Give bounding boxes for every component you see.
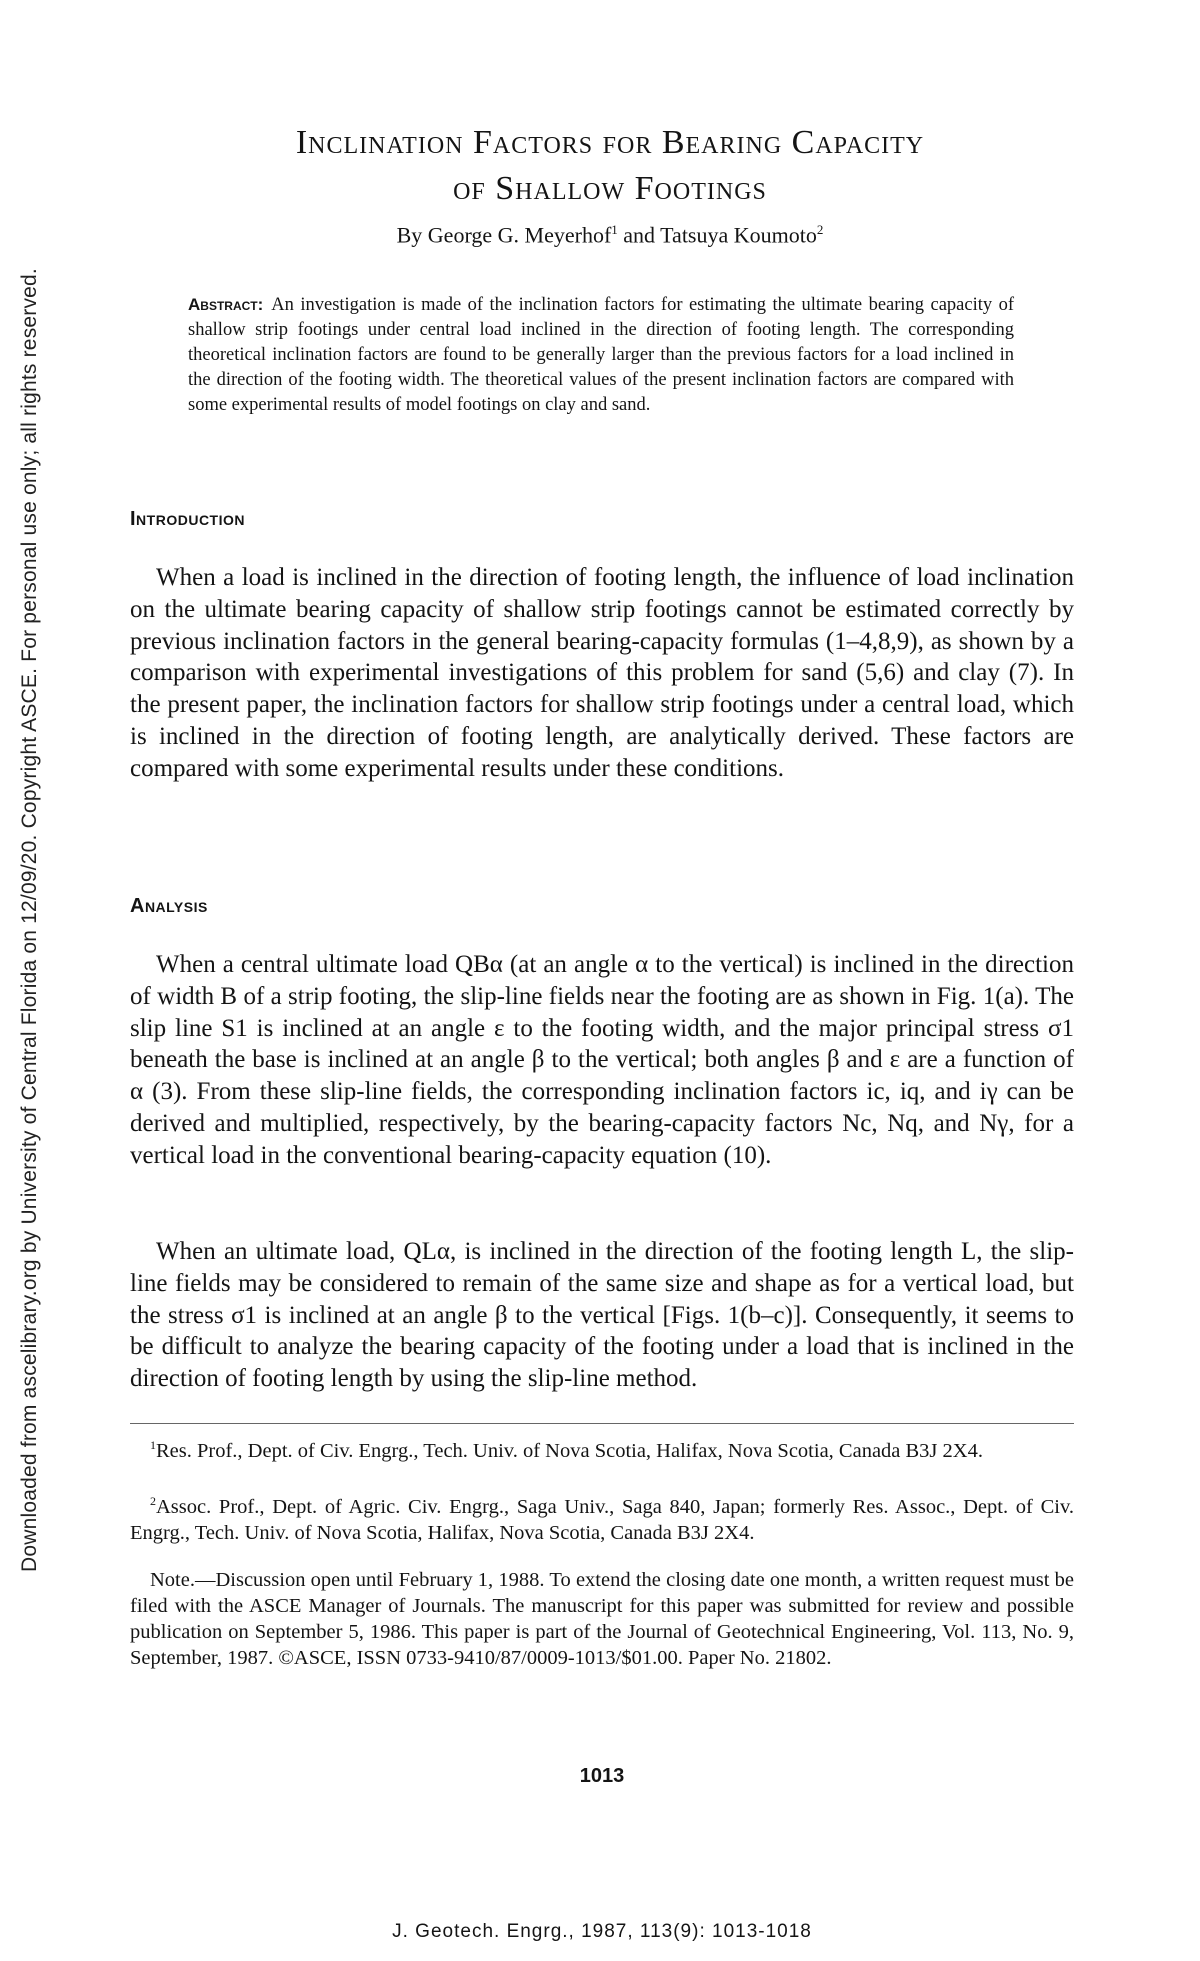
introduction-paragraph: When a load is inclined in the direction of footing length, the influence of load inclination on the ultimate bearing capacity of shallow strip footings cannot be estimated correctly by previous inclination factors in the general bearing-capacity formulas (1–4,8,9), as shown by a comparison with experimental investigations of this problem for sand (5,6) and clay (7). In the present paper, the inclination factors for shallow strip footings under a central load, which is inclined in the direction of footing length, are analytically derived. These factors are compared with some experimental results under these conditions. — [130, 564, 1074, 782]
author-1: George G. Meyerhof — [427, 222, 612, 248]
introduction-heading: Introduction — [130, 508, 245, 530]
author-2-footnote-mark: 2 — [816, 222, 824, 237]
analysis-paragraph-1: When a central ultimate load QBα (at an angle α to the vertical) is inclined in the direction of width B of a strip footing, the slip-line fields near the footing are as shown in Fig. 1(a). The slip line S1 is inclined at an angle ε to the footing width, and the major principal stress σ1 beneath the base is inclined at an angle β to the vertical; both angles β and ε are a function of α (3). From these slip-line fields, the corresponding inclination factors ic, iq, and iγ can be derived and multiplied, respectively, by the bearing-capacity factors Nc, Nq, and Nγ, for a vertical load in the conventional bearing-capacity equation (10). — [130, 951, 1074, 1169]
footnote-2-text: Assoc. Prof., Dept. of Agric. Civ. Engrg., Saga Univ., Saga 840, Japan; formerly Res. Assoc., Dept. of Civ. Engrg., Tech. Univ. of Nova Scotia, Halifax, Nova Scotia, Canada B3J 2X4. — [130, 1495, 1074, 1544]
author-2: Tatsuya Koumoto — [660, 222, 817, 248]
footnote-divider — [130, 1423, 1074, 1424]
title-line-1: Inclination Factors for Bearing Capacity — [295, 124, 925, 161]
footnote-2-mark: 2 — [150, 1494, 156, 1508]
journal-citation: J. Geotech. Engrg., 1987, 113(9): 1013-1018 — [392, 1921, 812, 1942]
abstract-label: Abstract: — [188, 295, 264, 314]
footnote-1-mark: 1 — [150, 1438, 156, 1452]
abstract-text: An investigation is made of the inclination factors for estimating the ultimate bearing capacity of shallow strip footings under central load inclined in the direction of footing length. The corresponding theoretical inclination factors are found to be generally larger than the previous factors for a load inclined in the direction of the footing width. The theoretical values of the present inclination factors are compared with some experimental results of model footings on clay and sand. — [188, 295, 1014, 415]
author-prefix: By — [396, 222, 423, 248]
download-notice: Downloaded from ascelibrary.org by University of Central Florida on 12/09/20. Copyright ASCE. For personal use only; all rights reserved. — [18, 268, 41, 1572]
analysis-paragraph-2: When an ultimate load, QLα, is inclined in the direction of the footing length L, the slip-line fields may be considered to remain of the same size and shape as for a vertical load, but the stress σ1 is inclined at an angle β to the vertical [Figs. 1(b–c)]. Consequently, it seems to be difficult to analyze the bearing capacity of the footing under a load that is inclined in the direction of footing length by using the slip-line method. — [130, 1238, 1074, 1393]
abstract — [188, 292, 1014, 418]
title-line-2: of Shallow Footings — [453, 170, 767, 207]
author-conjunction: and — [623, 222, 656, 248]
author-line — [130, 222, 1090, 248]
discussion-note: Note.—Discussion open until February 1, 1988. To extend the closing date one month, a written request must be filed with the ASCE Manager of Journals. The manuscript for this paper was submitted for review and possible publication on September 5, 1986. This paper is part of the Journal of Geotechnical Engineering, Vol. 113, No. 9, September, 1987. ©ASCE, ISSN 0733-9410/87/0009-1013/$01.00. Paper No. 21802. — [130, 1569, 1074, 1669]
analysis-heading: Analysis — [130, 895, 208, 917]
footnote-2 — [130, 1488, 1074, 1546]
footnote-1 — [130, 1432, 1074, 1464]
page-number: 1013 — [579, 1765, 625, 1787]
author-1-footnote-mark: 1 — [611, 222, 618, 237]
footnote-1-text: Res. Prof., Dept. of Civ. Engrg., Tech. Univ. of Nova Scotia, Halifax, Nova Scotia, Canada B3J 2X4. — [156, 1439, 983, 1462]
paper-title — [130, 120, 1090, 212]
